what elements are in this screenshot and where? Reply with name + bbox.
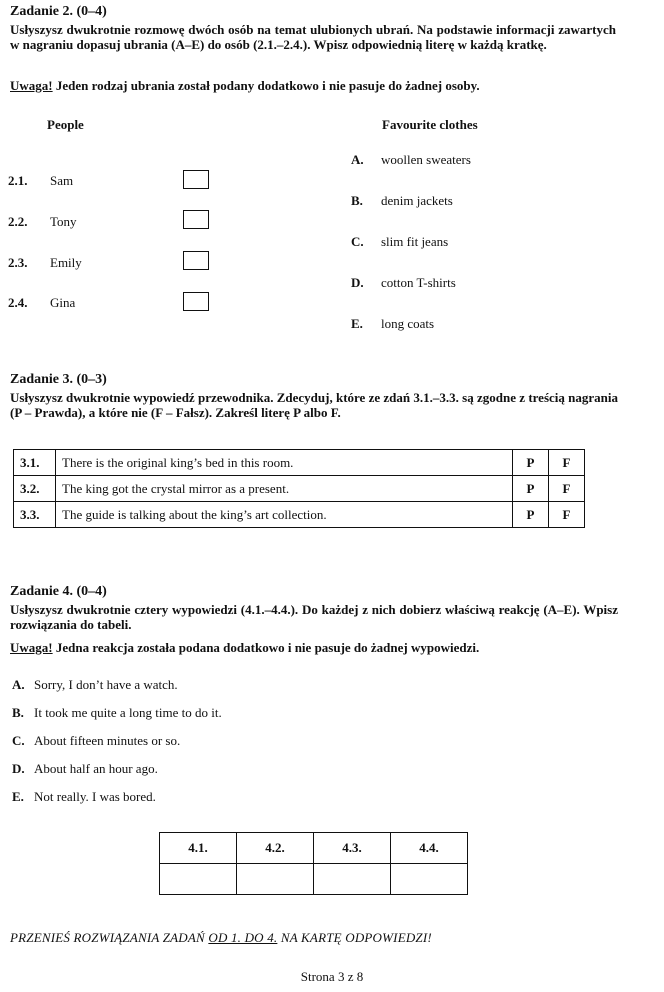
reaction-option <box>12 733 180 749</box>
clothes-text: slim fit jeans <box>381 234 449 249</box>
clothes-item <box>351 275 456 291</box>
option-letter: E. <box>12 789 24 804</box>
reaction-option <box>12 677 178 693</box>
answer-cell-4-1[interactable] <box>160 864 237 895</box>
answer-cell-4-4[interactable] <box>391 864 468 895</box>
clothes-text: long coats <box>381 316 435 331</box>
clothes-letter: B. <box>351 193 363 208</box>
clothes-text: cotton T-shirts <box>381 275 456 290</box>
statement-text: The king got the crystal mirror as a present. <box>56 476 513 502</box>
answer-box-2-2[interactable] <box>183 210 209 229</box>
answer-header: 4.4. <box>391 833 468 864</box>
person-name: Emily <box>50 255 82 270</box>
person-number: 2.4. <box>8 295 28 310</box>
statement-number: 3.3. <box>14 502 56 528</box>
clothes-letter: C. <box>351 234 364 249</box>
option-f[interactable]: F <box>549 476 585 502</box>
clothes-letter: A. <box>351 152 364 167</box>
transfer-text-a: PRZENIEŚ ROZWIĄZANIA ZADAŃ <box>10 930 209 945</box>
clothes-letter: E. <box>351 316 363 331</box>
task3-title: Zadanie 3. (0–3) <box>10 372 107 387</box>
person-name: Tony <box>50 214 77 229</box>
clothes-item <box>351 316 434 332</box>
clothes-text: denim jackets <box>381 193 453 208</box>
table-row <box>14 502 585 528</box>
option-p[interactable]: P <box>513 450 549 476</box>
person-row <box>8 214 77 230</box>
task4-note <box>10 640 650 655</box>
answer-box-2-1[interactable] <box>183 170 209 189</box>
person-number: 2.2. <box>8 214 28 229</box>
true-false-table <box>13 449 585 528</box>
task4-note-label: Uwaga! <box>10 640 53 655</box>
person-name: Gina <box>50 295 76 310</box>
task2-title: Zadanie 2. (0–4) <box>10 4 107 19</box>
task2-note-label: Uwaga! <box>10 78 53 93</box>
reaction-option <box>12 705 222 721</box>
reaction-option <box>12 761 158 777</box>
transfer-text-c: NA KARTĘ ODPOWIEDZI! <box>277 930 432 945</box>
task4-instruction: Usłyszysz dwukrotnie cztery wypowiedzi (4.1.–4.4.). Do każdej z nich dobierz właściwą reakcję (A–E). Wpisz rozwiązania do tabeli. <box>10 602 618 632</box>
transfer-text-range: OD 1. DO 4. <box>208 930 278 945</box>
option-letter: B. <box>12 705 24 720</box>
task2-instruction: Usłyszysz dwukrotnie rozmowę dwóch osób na temat ulubionych ubrań. Na podstawie informacji zawartych w nagraniu dopasuj ubrania (A–E) do osób (2.1.–2.4.). Wpisz odpowiednią literę w każdą kratkę. <box>10 22 616 52</box>
task2-note-text: Jeden rodzaj ubrania został podany dodatkowo i nie pasuje do żadnej osoby. <box>52 78 480 93</box>
person-row <box>8 255 82 271</box>
option-letter: D. <box>12 761 25 776</box>
clothes-header: Favourite clothes <box>382 117 478 132</box>
reaction-option <box>12 789 156 805</box>
answer-header: 4.1. <box>160 833 237 864</box>
clothes-letter: D. <box>351 275 364 290</box>
option-p[interactable]: P <box>513 502 549 528</box>
table-row <box>14 476 585 502</box>
answer-box-2-3[interactable] <box>183 251 209 270</box>
table-row <box>14 450 585 476</box>
answer-cell-4-3[interactable] <box>314 864 391 895</box>
statement-number: 3.2. <box>14 476 56 502</box>
answer-header: 4.3. <box>314 833 391 864</box>
clothes-item <box>351 234 448 250</box>
person-number: 2.1. <box>8 173 28 188</box>
option-f[interactable]: F <box>549 502 585 528</box>
people-header: People <box>47 117 84 132</box>
table-row <box>160 833 468 864</box>
option-letter: C. <box>12 733 25 748</box>
option-text: Sorry, I don’t have a watch. <box>34 677 178 692</box>
answer-header: 4.2. <box>237 833 314 864</box>
answer-cell-4-2[interactable] <box>237 864 314 895</box>
task2-note <box>10 78 630 93</box>
answer-box-2-4[interactable] <box>183 292 209 311</box>
task3-instruction: Usłyszysz dwukrotnie wypowiedź przewodnika. Zdecyduj, które ze zdań 3.1.–3.3. są zgodne z treścią nagrania (P – Prawda), a które nie (F – Fałsz). Zakreśl literę P albo F. <box>10 390 618 420</box>
clothes-item <box>351 193 453 209</box>
option-text: About half an hour ago. <box>34 761 158 776</box>
clothes-text: woollen sweaters <box>381 152 471 167</box>
person-number: 2.3. <box>8 255 28 270</box>
answer-table <box>159 832 468 895</box>
option-text: About fifteen minutes or so. <box>34 733 181 748</box>
clothes-item <box>351 152 471 168</box>
task4-title: Zadanie 4. (0–4) <box>10 584 107 599</box>
person-row <box>8 173 73 189</box>
option-letter: A. <box>12 677 25 692</box>
option-text: Not really. I was bored. <box>34 789 156 804</box>
statement-number: 3.1. <box>14 450 56 476</box>
table-row <box>160 864 468 895</box>
option-p[interactable]: P <box>513 476 549 502</box>
statement-text: The guide is talking about the king’s art collection. <box>56 502 513 528</box>
transfer-instruction <box>10 930 432 946</box>
task4-note-text: Jedna reakcja została podana dodatkowo i nie pasuje do żadnej wypowiedzi. <box>52 640 480 655</box>
page-number: Strona 3 z 8 <box>300 969 364 984</box>
statement-text: There is the original king’s bed in this room. <box>56 450 513 476</box>
person-row <box>8 295 75 311</box>
person-name: Sam <box>50 173 74 188</box>
option-text: It took me quite a long time to do it. <box>34 705 222 720</box>
option-f[interactable]: F <box>549 450 585 476</box>
